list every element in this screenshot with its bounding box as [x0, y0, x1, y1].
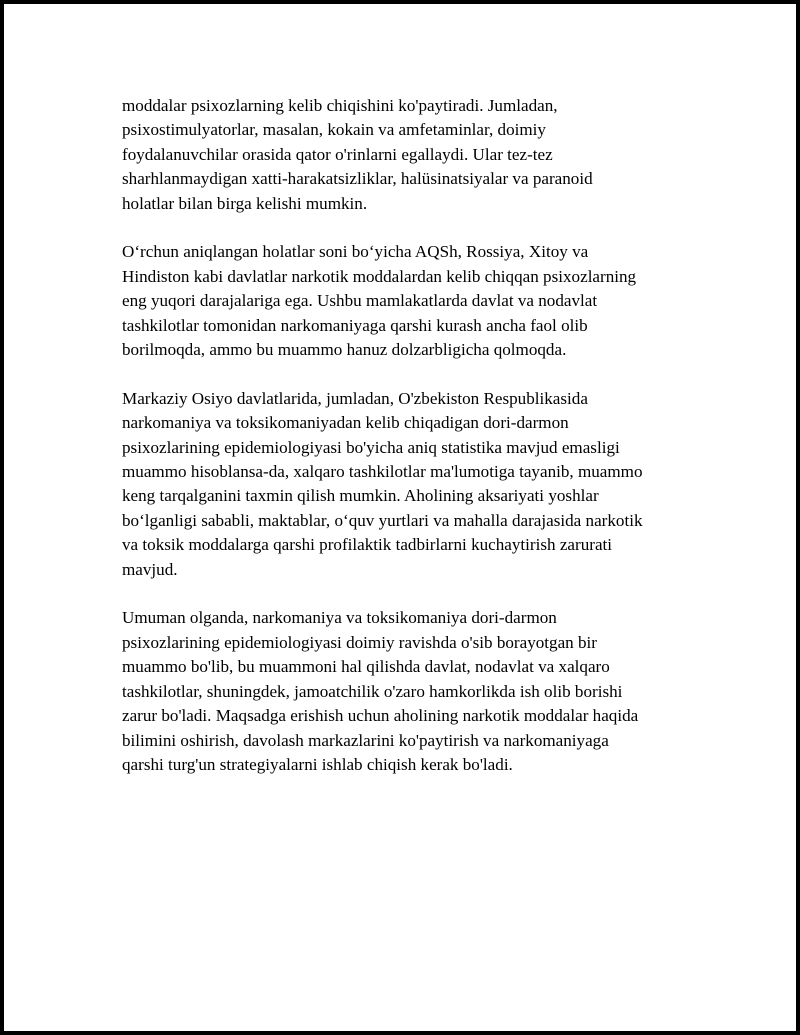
text-line: borilmoqda, ammo bu muammo hanuz dolzarbligicha qolmoqda. — [122, 340, 567, 360]
text-line: psixostimulyatorlar, masalan, kokain va amfetaminlar, doimiy — [122, 120, 546, 140]
text-line: psixozlarining epidemiologiyasi bo'yicha aniq statistika mavjud emasligi — [122, 437, 620, 457]
text-line: keng tarqalganini taxmin qilish mumkin. Aholining aksariyati yoshlar — [122, 486, 599, 506]
text-line: qarshi turg'un strategiyalarni ishlab chiqish kerak bo'ladi. — [122, 754, 513, 774]
text-line: bilimini oshirish, davolash markazlarini ko'paytirish va narkomaniyaga — [122, 730, 609, 750]
text-line: narkomaniya va toksikomaniyadan kelib chiqadigan dori-darmon — [122, 413, 569, 433]
paragraph-4 — [122, 606, 697, 777]
text-line: Umuman olganda, narkomaniya va toksikomaniya dori-darmon — [122, 608, 557, 628]
text-line: muammo hisoblansa-da, xalqaro tashkilotlar ma'lumotiga tayanib, muammo — [122, 462, 643, 482]
text-line: va toksik moddalarga qarshi profilaktik tadbirlarni kuchaytirish zarurati — [122, 535, 613, 555]
text-line: zarur bo'ladi. Maqsadga erishish uchun aholining narkotik moddalar haqida — [122, 706, 639, 726]
text-line: tashkilotlar tomonidan narkomaniyaga qarshi kurash ancha faol olib — [122, 315, 588, 335]
paragraph-1 — [122, 94, 697, 216]
paragraph-3 — [122, 387, 697, 582]
text-line: Markaziy Osiyo davlatlarida, jumladan, O'zbekiston Respublikasida — [122, 388, 588, 408]
paragraph-2 — [122, 240, 697, 362]
text-line: sharhlanmaydigan xatti-harakatsizliklar, halüsinatsiyalar va paranoid — [122, 169, 593, 189]
text-line: O‘rchun aniqlangan holatlar soni bo‘yicha AQSh, Rossiya, Xitoy va — [122, 242, 589, 262]
text-line: moddalar psixozlarning kelib chiqishini ko'paytiradi. Jumladan, — [122, 96, 558, 115]
page-body — [122, 94, 697, 802]
text-line: bo‘lganligi sababli, maktablar, o‘quv yurtlari va mahalla darajasida narkotik — [122, 510, 643, 530]
text-line: holatlar bilan birga kelishi mumkin. — [122, 193, 368, 213]
text-line: mavjud. — [122, 559, 178, 579]
text-line: muammo bo'lib, bu muammoni hal qilishda davlat, nodavlat va xalqaro — [122, 657, 610, 677]
text-line: foydalanuvchilar orasida qator o'rinlarni egallaydi. Ular tez-tez — [122, 144, 553, 164]
text-line: tashkilotlar, shuningdek, jamoatchilik o'zaro hamkorlikda ish olib borishi — [122, 681, 623, 701]
text-line: psixozlarining epidemiologiyasi doimiy ravishda o'sib borayotgan bir — [122, 632, 597, 652]
text-line: Hindiston kabi davlatlar narkotik moddalardan kelib chiqqan psixozlarning — [122, 266, 637, 286]
text-line: eng yuqori darajalariga ega. Ushbu mamlakatlarda davlat va nodavlat — [122, 291, 598, 311]
